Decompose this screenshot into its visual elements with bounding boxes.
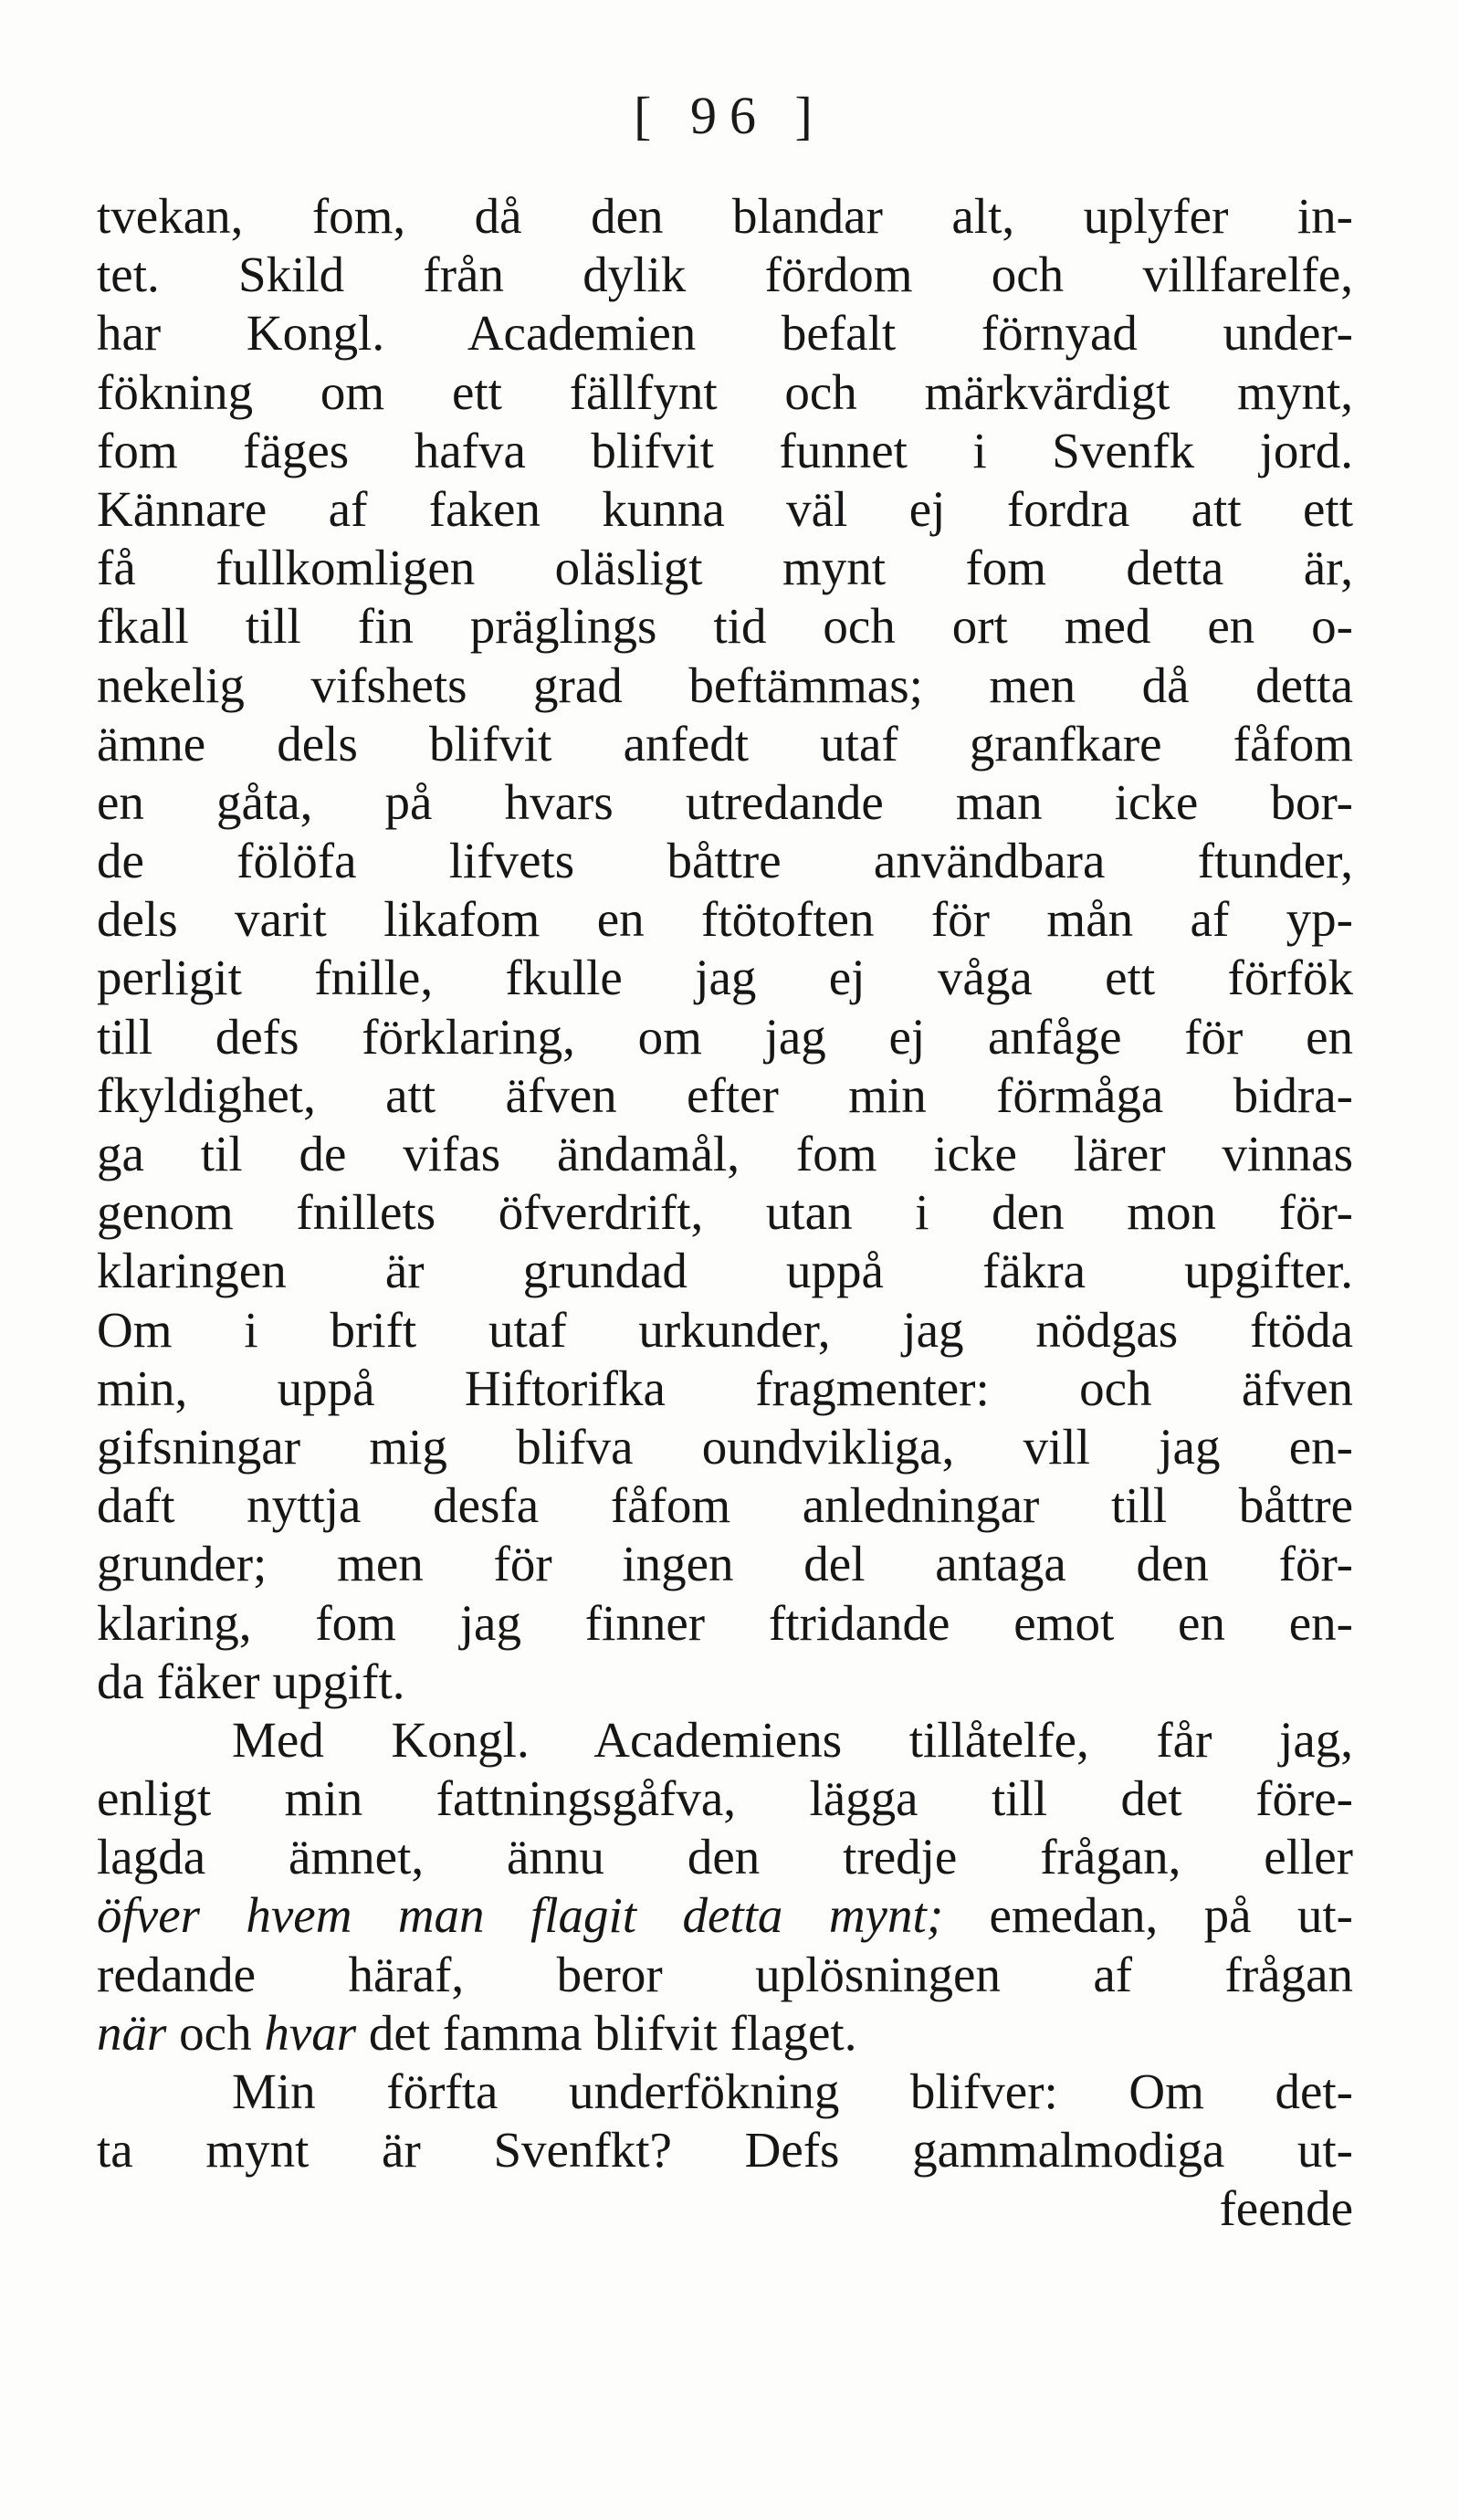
text-segment: har Kongl. Academien befalt förnyad under- — [97, 305, 1353, 362]
text-line — [97, 2063, 1353, 2121]
text-segment: redande häraf, beror uplösningen af frågan — [97, 1946, 1353, 2002]
text-segment: fkyldighet, att äfven efter min förmåga bidra- — [97, 1066, 1353, 1123]
body-text — [97, 187, 1353, 2239]
text-line — [97, 1125, 1353, 1183]
text-line — [97, 1360, 1353, 1418]
text-line — [97, 1886, 1353, 1945]
text-line — [97, 363, 1353, 422]
text-line — [97, 597, 1353, 656]
text-line — [97, 480, 1353, 539]
text-line — [97, 1008, 1353, 1066]
text-segment: tvekan, fom, då den blandar alt, uplyfer in- — [97, 188, 1353, 244]
text-line — [97, 832, 1353, 890]
text-segment: Min förfta underfökning blifver: Om det- — [232, 2063, 1353, 2119]
text-line — [97, 246, 1353, 304]
text-segment: gifsningar mig blifva oundvikliga, vill jag en- — [97, 1418, 1353, 1475]
text-line — [97, 1828, 1353, 1886]
text-line — [97, 1066, 1353, 1125]
text-segment: fkall till fin präglings tid och ort med en o- — [97, 598, 1353, 655]
text-segment: enligt min fattningsgåfva, lägga till det före- — [97, 1770, 1353, 1827]
text-segment: emedan, på ut- — [943, 1887, 1353, 1944]
text-line — [97, 1242, 1353, 1300]
text-segment: genom fnillets öfverdrift, utan i den mon för- — [97, 1184, 1353, 1241]
text-line — [97, 422, 1353, 480]
text-segment: daft nyttja desfa fåfom anledningar till båttre — [97, 1477, 1353, 1534]
text-segment: dels varit likafom en ftötoften för mån af yp- — [97, 891, 1353, 948]
italic-phrase: hvar — [264, 2004, 357, 2061]
text-segment: de fölöfa lifvets båttre användbara ftunder, — [97, 833, 1353, 889]
text-segment: fom fäges hafva blifvit funnet i Svenfk jord. — [97, 422, 1353, 478]
text-line — [97, 1946, 1353, 2004]
text-line — [97, 2121, 1353, 2179]
text-segment: ga til de vifas ändamål, fom icke lärer vinnas — [97, 1126, 1353, 1181]
text-segment: det famma blifvit flaget. — [356, 2004, 857, 2061]
text-line — [97, 890, 1353, 949]
text-segment: fökning om ett fällfynt och märkvärdigt mynt, — [97, 363, 1353, 420]
text-segment: ämne dels blifvit anfedt utaf granfkare fåfom — [97, 715, 1353, 772]
text-line — [97, 1711, 1353, 1769]
italic-phrase: när — [97, 2004, 167, 2061]
text-line — [97, 1301, 1353, 1360]
italic-phrase: öfver hvem man flagit detta mynt; — [97, 1887, 944, 1944]
text-line — [97, 1769, 1353, 1828]
text-line — [97, 949, 1353, 1007]
text-segment: en gåta, på hvars utredande man icke bor- — [97, 773, 1353, 830]
text-segment: grunder; men för ingen del antaga den för- — [97, 1536, 1353, 1592]
text-line — [97, 1653, 1353, 1711]
text-line — [97, 1535, 1353, 1593]
text-line — [97, 1418, 1353, 1476]
text-segment: min, uppå Hiftorifka fragmenter: och äfven — [97, 1360, 1353, 1416]
text-line — [97, 304, 1353, 362]
page-number: [ 96 ] — [634, 86, 825, 145]
text-line — [97, 2004, 1353, 2063]
text-segment: klaring, fom jag finner ftridande emot en en- — [97, 1594, 1353, 1651]
text-line — [97, 1476, 1353, 1535]
text-segment: nekelig vifshets grad beftämmas; men då detta — [97, 656, 1353, 713]
text-line — [97, 773, 1353, 832]
text-segment: och — [166, 2004, 265, 2061]
text-segment: perligit fnille, fkulle jag ej våga ett förfök — [97, 950, 1353, 1006]
text-segment: ta mynt är Svenfkt? Defs gammalmodiga ut- — [97, 2122, 1353, 2179]
text-segment: Med Kongl. Academiens tillåtelfe, får jag, — [232, 1711, 1353, 1768]
text-line — [97, 656, 1353, 715]
text-line — [97, 1183, 1353, 1242]
text-segment: lagda ämnet, ännu den tredje frågan, eller — [97, 1829, 1353, 1885]
text-segment: få fullkomligen oläsligt mynt fom detta är, — [97, 540, 1353, 596]
text-line — [97, 1594, 1353, 1653]
text-segment: tet. Skild från dylik fördom och villfarelfe, — [97, 247, 1353, 303]
text-segment: da fäker upgift. — [97, 1653, 405, 1709]
text-line — [97, 715, 1353, 773]
text-segment: Om i brift utaf urkunder, jag nödgas ftöda — [97, 1301, 1353, 1358]
catchword — [97, 2179, 1353, 2238]
text-segment: till defs förklaring, om jag ej anfåge för en — [97, 1008, 1353, 1065]
text-line — [97, 187, 1353, 246]
text-segment: Kännare af faken kunna väl ej fordra att ett — [97, 480, 1353, 537]
text-line — [97, 539, 1353, 597]
text-segment: klaringen är grundad uppå fäkra upgifter. — [97, 1243, 1353, 1299]
text-segment: feende — [1219, 2180, 1353, 2237]
